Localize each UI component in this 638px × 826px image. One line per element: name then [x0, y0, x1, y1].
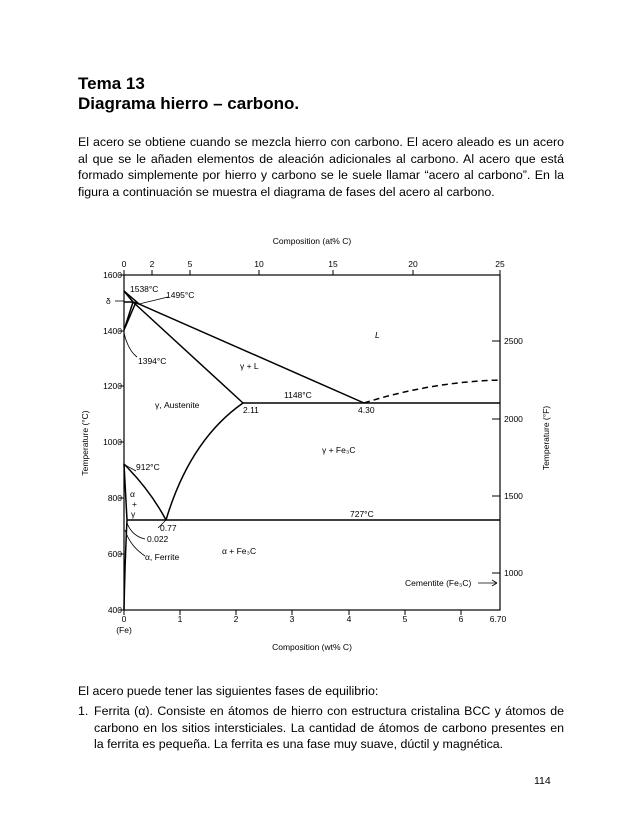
- top-tick-label: 10: [254, 259, 264, 269]
- page-title: [78, 74, 299, 114]
- label-liquid: L: [375, 330, 380, 340]
- top-tick-label: 0: [121, 259, 127, 269]
- leader-1495: [139, 297, 168, 304]
- phases-intro: El acero puede tener las siguientes fases de equilibrio:: [78, 684, 379, 698]
- iron-carbon-phase-diagram: [78, 234, 564, 654]
- label-gamma: γ: [131, 509, 136, 519]
- label-plus: +: [132, 499, 137, 509]
- label-430: 4.30: [358, 405, 375, 415]
- plot-frame: [124, 275, 500, 610]
- left-tick-label: 1200: [103, 381, 122, 391]
- bottom-tick-label: 5: [402, 614, 408, 624]
- bottom-tick-label: 3: [289, 614, 295, 624]
- acm-line: [166, 403, 243, 520]
- liquidus-dashed-line: [364, 380, 500, 403]
- top-tick-label: 20: [408, 259, 418, 269]
- title-line-2: Diagrama hierro – carbono.: [78, 94, 300, 113]
- leader-0022: [127, 523, 145, 539]
- right-axis-ticks: [492, 341, 500, 573]
- solidus-line: [133, 302, 243, 403]
- page-number: 114: [534, 775, 551, 787]
- top-axis-title: Composition (at% C): [272, 236, 352, 246]
- bottom-tick-label: 4: [346, 614, 352, 624]
- label-gamma-plus-l: γ + L: [240, 361, 259, 371]
- bottom-axis-title: Composition (wt% C): [272, 642, 352, 652]
- right-tick-label: 2000: [504, 414, 523, 424]
- bottom-tick-label: 0: [121, 614, 127, 624]
- leader-lines: [115, 292, 497, 586]
- phase-item-ferrite: [78, 703, 564, 753]
- label-1394: 1394°C: [138, 356, 167, 366]
- right-tick-label: 2500: [504, 336, 523, 346]
- label-alpha-fe3c: α + Fe₃C: [222, 546, 257, 556]
- label-1538: 1538°C: [130, 284, 159, 294]
- intro-paragraph: El acero se obtiene cuando se mezcla hierro con carbono. El acero aleado es un acero al que se le añaden elementos de aleación adicionales al carbono. Al acero que está formado simplemente por hierro y carbono se le suele llamar “acero al carbono”. En la figura a continuación se muestra el diagrama de fases del acero al carbono.: [78, 135, 564, 199]
- left-tick-label: 600: [107, 549, 122, 559]
- bottom-tick-label: 2: [233, 614, 239, 624]
- left-axis-title: Temperature (°C): [80, 410, 90, 476]
- label-gamma-fe3c: γ + Fe₃C: [322, 445, 356, 455]
- label-cementite: Cementite (Fe₃C): [405, 578, 472, 588]
- label-delta: δ: [106, 296, 111, 306]
- phase-number: 1.: [78, 704, 89, 718]
- bottom-tick-label: 6.70: [489, 614, 507, 624]
- right-axis-title: Temperature (°F): [541, 405, 551, 471]
- right-tick-label: 1500: [504, 491, 523, 501]
- label-austenite: γ, Austenite: [155, 400, 200, 410]
- phase-diagram-svg: [78, 234, 564, 654]
- phase-text: Ferrita (α). Consiste en átomos de hierro con estructura cristalina BCC y átomos de carbono en los sitios intersticiales. La cantidad de átomos de carbono presentes en la ferrita es pequeña. La ferrita es una fase muy suave, dúctil y magnética.: [94, 704, 564, 751]
- leader-1394: [124, 333, 137, 357]
- top-tick-label: 15: [328, 259, 338, 269]
- left-tick-label: 800: [107, 493, 122, 503]
- top-tick-label: 5: [187, 259, 193, 269]
- left-tick-label: 1600: [103, 270, 122, 280]
- right-tick-label: 1000: [504, 568, 523, 578]
- left-tick-label: 1000: [103, 437, 122, 447]
- phase-boundaries: [124, 291, 500, 610]
- liquidus-line: [124, 291, 364, 403]
- top-tick-label: 2: [149, 259, 155, 269]
- label-0022: 0.022: [147, 534, 169, 544]
- label-1495: 1495°C: [166, 290, 195, 300]
- top-axis-ticks: [124, 270, 500, 275]
- left-tick-label: 400: [107, 605, 122, 615]
- label-alpha: α: [130, 489, 135, 499]
- label-912: 912°C: [136, 462, 160, 472]
- delta-gamma-boundary-2: [124, 302, 133, 330]
- label-211: 2.11: [243, 405, 259, 415]
- label-ferrite: α, Ferrite: [145, 552, 180, 562]
- left-tick-label: 1400: [103, 326, 122, 336]
- label-1148: 1148°C: [284, 390, 312, 400]
- bottom-tick-label: 1: [177, 614, 183, 624]
- phase-list: [78, 703, 564, 753]
- bottom-tick-label: 6: [458, 614, 464, 624]
- fe-label: (Fe): [116, 625, 132, 635]
- top-tick-label: 25: [495, 259, 505, 269]
- label-727: 727°C: [350, 509, 374, 519]
- title-line-1: Tema 13: [78, 74, 145, 93]
- label-077: 0.77: [160, 523, 177, 533]
